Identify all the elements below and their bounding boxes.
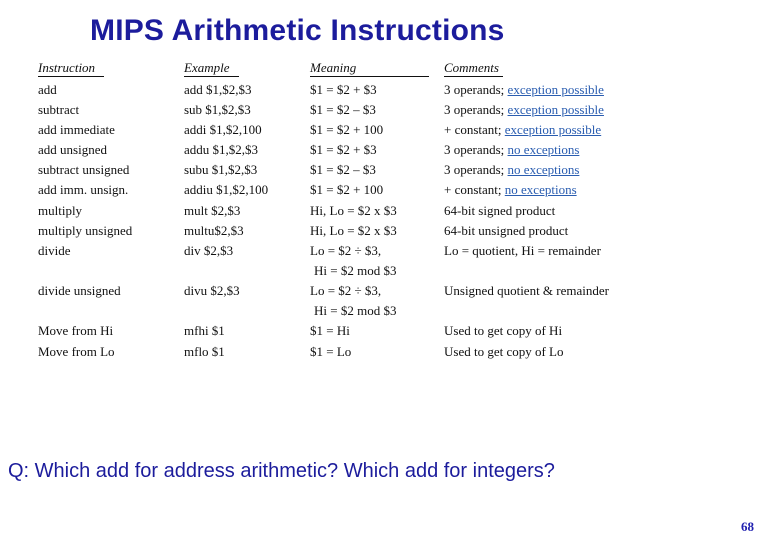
instruction-cell: divide — [38, 243, 71, 258]
example-cell: subu $1,$2,$3 — [184, 162, 258, 177]
meaning-cell-continuation: Hi = $2 mod $3 — [314, 303, 397, 318]
instruction-cell: divide unsigned — [38, 283, 121, 298]
meaning-cell: Lo = $2 ÷ $3, — [310, 283, 382, 298]
meaning-cell: $1 = $2 + 100 — [310, 122, 384, 137]
meaning-cell: $1 = $2 – $3 — [310, 162, 376, 177]
meaning-cell: $1 = Hi — [310, 323, 350, 338]
instruction-cell: subtract — [38, 102, 80, 117]
comment-text: 3 operands; — [444, 162, 508, 177]
example-cell: add $1,$2,$3 — [184, 82, 252, 97]
instruction-cell: add imm. unsign. — [38, 182, 129, 197]
example-cell: addi $1,$2,100 — [184, 122, 262, 137]
meaning-cell: $1 = $2 + $3 — [310, 142, 377, 157]
example-cell: mflo $1 — [184, 344, 225, 359]
comment-cell — [444, 142, 579, 158]
example-cell: mult $2,$3 — [184, 203, 241, 218]
example-cell: addiu $1,$2,100 — [184, 182, 269, 197]
page-number: 68 — [741, 519, 754, 534]
comment-link[interactable]: no exceptions — [507, 142, 580, 157]
header-meaning: Meaning — [310, 60, 429, 77]
example-column — [184, 60, 302, 359]
comment-cell — [444, 102, 604, 118]
meaning-cell: $1 = Lo — [310, 344, 352, 359]
comment-text: 3 operands; — [444, 142, 508, 157]
header-comments: Comments — [444, 60, 503, 77]
example-cell: div $2,$3 — [184, 243, 234, 258]
comment-cell: 64-bit unsigned product — [444, 223, 569, 238]
meaning-cell-continuation: Hi = $2 mod $3 — [314, 263, 397, 278]
comment-text: 3 operands; — [444, 82, 508, 97]
comment-cell: Used to get copy of Hi — [444, 323, 563, 338]
example-cell: divu $2,$3 — [184, 283, 240, 298]
instruction-cell: subtract unsigned — [38, 162, 130, 177]
meaning-cell: Hi, Lo = $2 x $3 — [310, 203, 397, 218]
instruction-cell: add immediate — [38, 122, 115, 137]
comment-cell — [444, 82, 604, 98]
example-cell: mfhi $1 — [184, 323, 225, 338]
instruction-cell: add — [38, 82, 57, 97]
comment-link[interactable]: no exceptions — [504, 182, 577, 197]
instruction-cell: Move from Hi — [38, 323, 114, 338]
header-example: Example — [184, 60, 239, 77]
comments-column — [444, 60, 694, 359]
comment-text: + constant; — [444, 122, 505, 137]
meaning-cell: Lo = $2 ÷ $3, — [310, 243, 382, 258]
comment-text: + constant; — [444, 182, 505, 197]
comment-text: 3 operands; — [444, 102, 508, 117]
comment-link[interactable]: no exceptions — [507, 162, 580, 177]
comment-cell — [444, 122, 601, 138]
example-cell: sub $1,$2,$3 — [184, 102, 251, 117]
instruction-cell: add unsigned — [38, 142, 107, 157]
comment-link[interactable]: exception possible — [504, 122, 602, 137]
meaning-column — [310, 60, 434, 359]
instruction-cell: Move from Lo — [38, 344, 115, 359]
slide-title: MIPS Arithmetic Instructions — [90, 14, 505, 47]
comment-cell — [444, 162, 579, 178]
meaning-cell: $1 = $2 – $3 — [310, 102, 376, 117]
comment-cell: Unsigned quotient & remainder — [444, 283, 609, 298]
comment-cell — [444, 182, 577, 198]
example-cell: addu $1,$2,$3 — [184, 142, 259, 157]
instruction-cell: multiply unsigned — [38, 223, 133, 238]
comment-cell: Lo = quotient, Hi = remainder — [444, 243, 601, 258]
meaning-cell: Hi, Lo = $2 x $3 — [310, 223, 397, 238]
meaning-cell: $1 = $2 + $3 — [310, 82, 377, 97]
meaning-cell: $1 = $2 + 100 — [310, 182, 384, 197]
comment-link[interactable]: exception possible — [507, 102, 604, 117]
instruction-column — [38, 60, 172, 359]
comment-cell: 64-bit signed product — [444, 203, 556, 218]
header-instruction: Instruction — [38, 60, 104, 77]
comment-link[interactable]: exception possible — [507, 82, 604, 97]
question-text: Q: Which add for address arithmetic? Which add for integers? — [8, 460, 555, 482]
comment-cell: Used to get copy of Lo — [444, 344, 564, 359]
instruction-cell: multiply — [38, 203, 83, 218]
example-cell: multu$2,$3 — [184, 223, 244, 238]
